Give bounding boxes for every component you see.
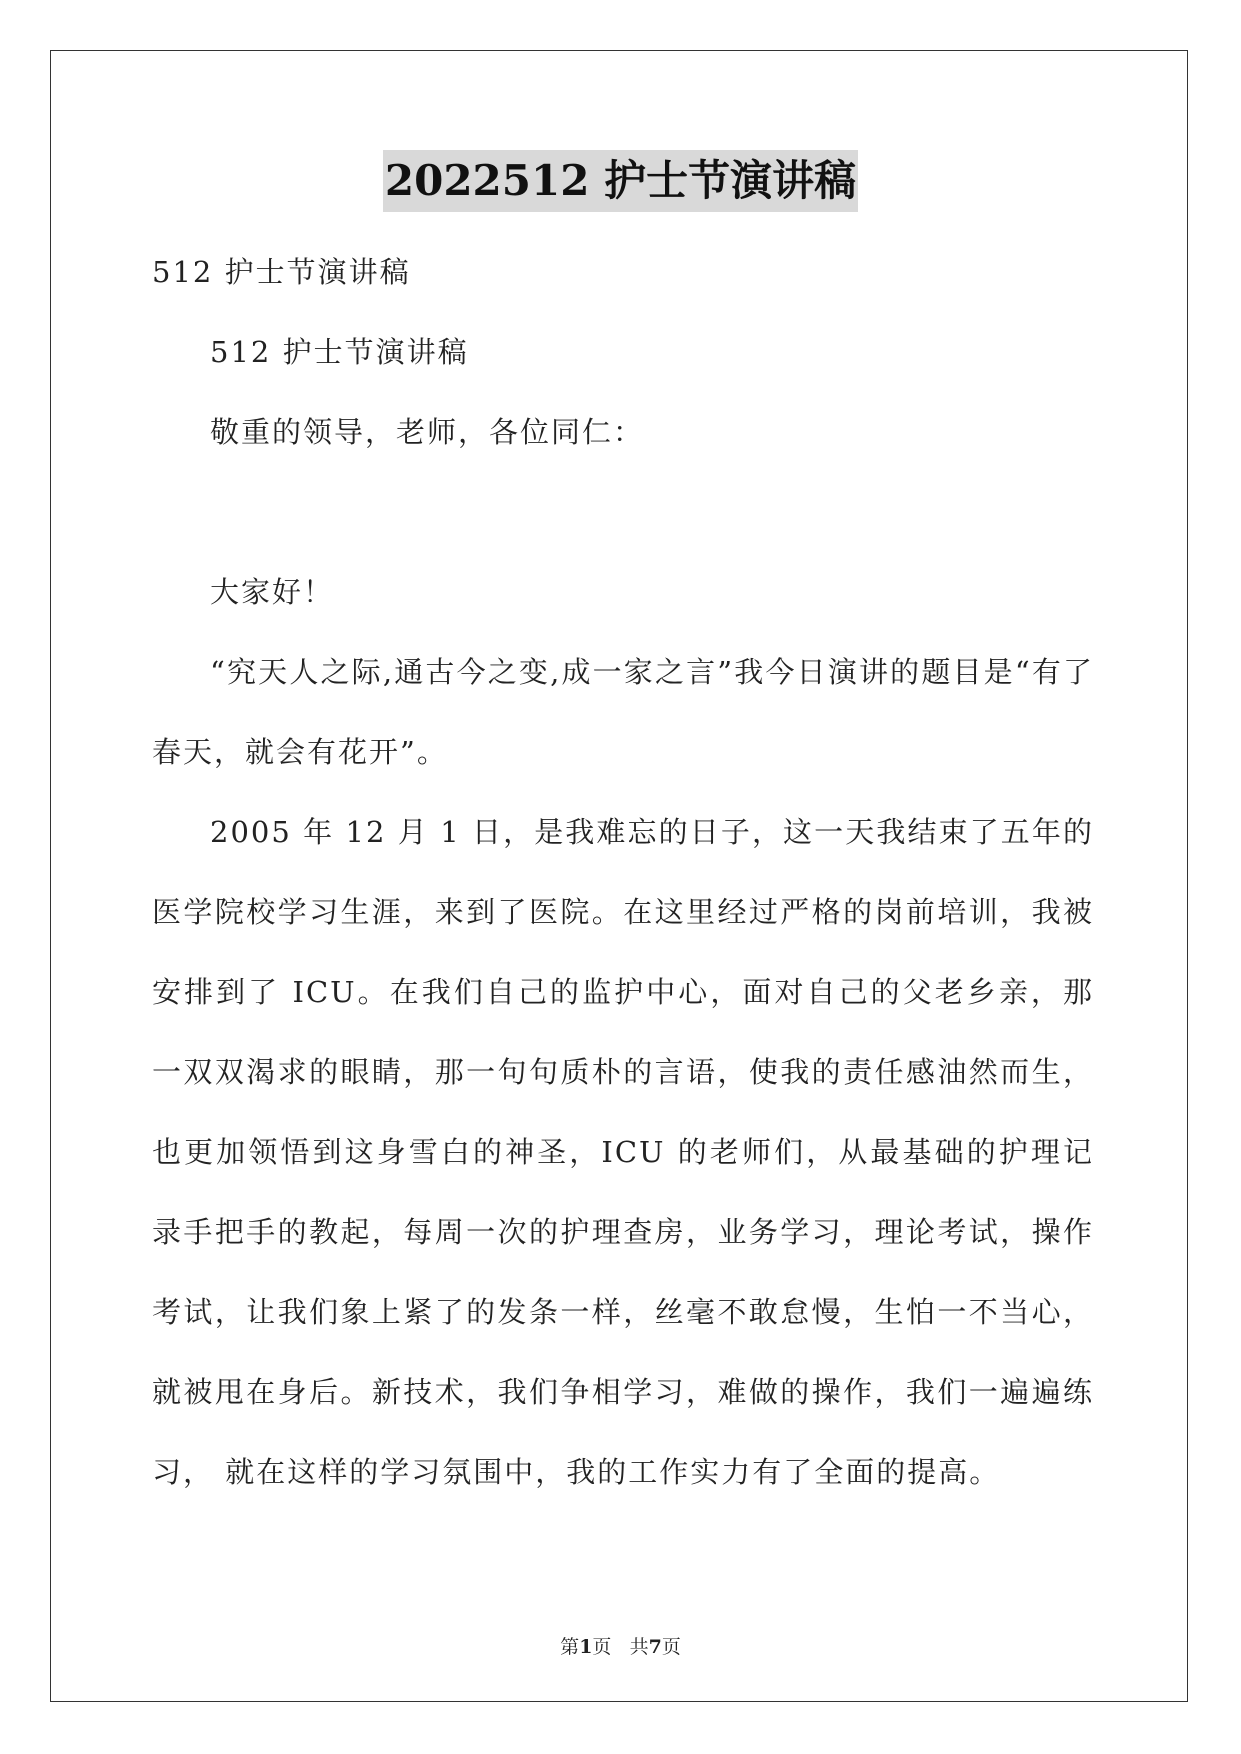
page-prefix: 第 (560, 1636, 580, 1658)
paragraph-gap (152, 472, 1094, 552)
document-body (152, 232, 1094, 1512)
paragraph-heading: 512 护士节演讲稿 (210, 335, 469, 369)
paragraph-main: 2005 年 12 月 1 日，是我难忘的日子，这一天我结束了五年的医学院校学习生涯，来到了医院。在这里经过严格的岗前培训，我被安排到了 ICU。在我们自己的监护中心，面对自己的父老乡亲，那一双双渴求的眼睛，那一句句质朴的言语，使我的责任感油然而生，也更加领悟到这身雪白的神圣，ICU 的老师们，从最基础的护理记录手把手的教起，每周一次的护理查房，业务学习，理论考试，操作考试，让我们象上紧了的发条一样，丝毫不敢怠慢，生怕一不当心，就被甩在身后。新技术，我们争相学习，难做的操作，我们一遍遍练习， 就在这样的学习氛围中，我的工作实力有了全面的提高。 (152, 815, 1094, 1489)
document-title: 2022512 护士节演讲稿 (383, 150, 858, 212)
paragraph-quote: “究天人之际,通古今之变,成一家之言”我今日演讲的题目是“有了春天，就会有花开”。 (152, 655, 1094, 769)
page-number: 1 (579, 1636, 593, 1658)
total-suffix: 页 (661, 1636, 681, 1658)
page-suffix: 页 (592, 1636, 612, 1658)
total-pages: 7 (648, 1636, 662, 1658)
subtitle: 512 护士节演讲稿 (152, 255, 411, 289)
title-container (0, 150, 1241, 212)
paragraph-salutation: 敬重的领导，老师，各位同仁： (210, 415, 645, 449)
paragraph-greeting: 大家好！ (210, 575, 335, 609)
total-prefix: 共 (629, 1636, 649, 1658)
page-footer (0, 1632, 1241, 1659)
